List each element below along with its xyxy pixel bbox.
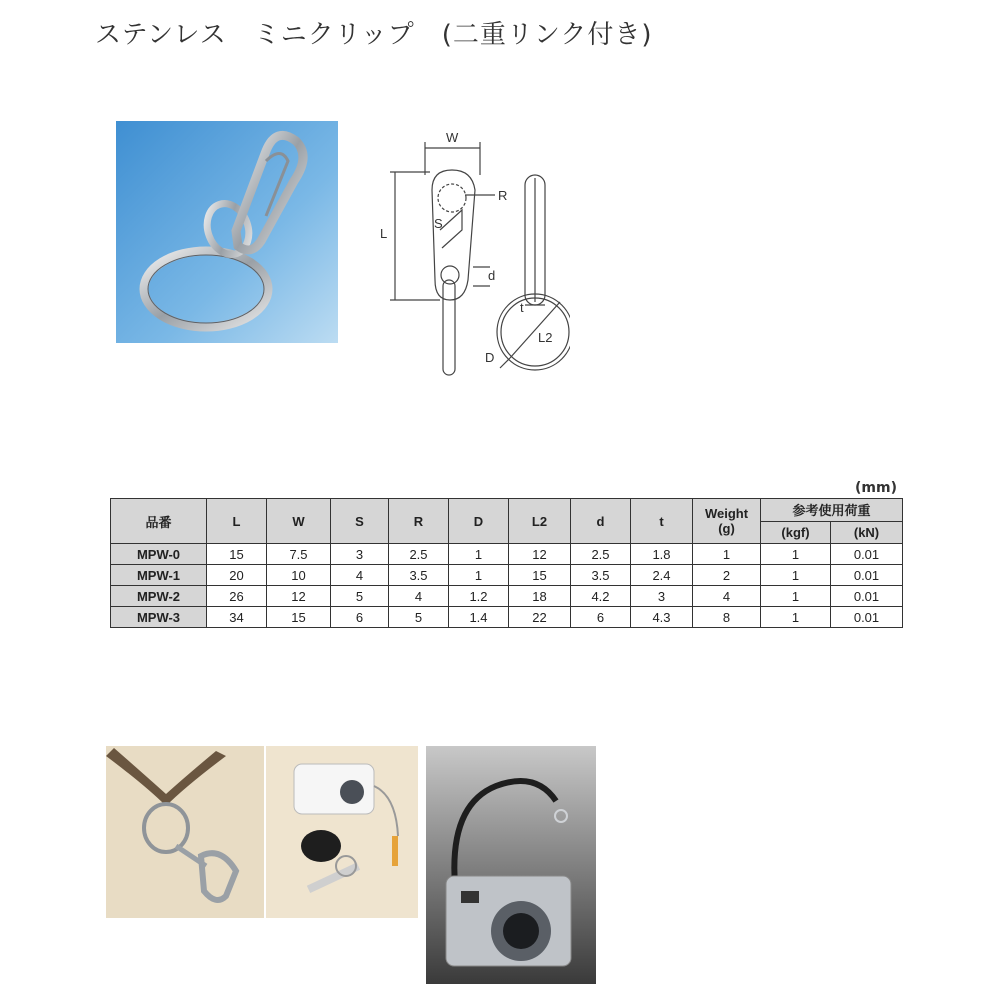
usage-photo-camera-strap xyxy=(426,746,596,984)
strap-with-clip-image xyxy=(106,746,264,918)
value-cell: 15 xyxy=(509,565,571,586)
value-cell: 12 xyxy=(267,586,331,607)
value-cell: 1 xyxy=(761,544,831,565)
page-title: ステンレス ミニクリップ (二重リンク付き) xyxy=(95,20,653,50)
value-cell: 2.5 xyxy=(389,544,449,565)
value-cell: 5 xyxy=(389,607,449,628)
value-cell: 1 xyxy=(693,544,761,565)
model-cell: MPW-1 xyxy=(111,565,207,586)
header-r: R xyxy=(389,499,449,544)
value-cell: 6 xyxy=(331,607,389,628)
header-s: S xyxy=(331,499,389,544)
value-cell: 18 xyxy=(509,586,571,607)
value-cell: 0.01 xyxy=(831,607,903,628)
value-cell: 0.01 xyxy=(831,586,903,607)
value-cell: 3.5 xyxy=(571,565,631,586)
value-cell: 0.01 xyxy=(831,544,903,565)
value-cell: 2 xyxy=(693,565,761,586)
value-cell: 3 xyxy=(631,586,693,607)
value-cell: 26 xyxy=(207,586,267,607)
header-t: t xyxy=(631,499,693,544)
clip-outline-drawing xyxy=(370,130,570,380)
value-cell: 0.01 xyxy=(831,565,903,586)
l2-label: L2 xyxy=(538,330,553,345)
value-cell: 5 xyxy=(331,586,389,607)
value-cell: 1.4 xyxy=(449,607,509,628)
header-weight xyxy=(693,499,761,544)
value-cell: 1 xyxy=(449,544,509,565)
weight-label: Weight xyxy=(704,506,749,521)
value-cell: 1 xyxy=(761,586,831,607)
s-label: S xyxy=(434,216,443,231)
value-cell: 15 xyxy=(267,607,331,628)
clip-with-ring-image xyxy=(116,121,338,343)
value-cell: 10 xyxy=(267,565,331,586)
table-row xyxy=(111,565,903,586)
table-row xyxy=(111,607,903,628)
value-cell: 6 xyxy=(571,607,631,628)
value-cell: 34 xyxy=(207,607,267,628)
value-cell: 22 xyxy=(509,607,571,628)
camera-and-key-image xyxy=(266,746,418,918)
model-cell: MPW-2 xyxy=(111,586,207,607)
d-big-label: D xyxy=(485,350,495,365)
value-cell: 2.5 xyxy=(571,544,631,565)
header-l: L xyxy=(207,499,267,544)
weight-unit: (g) xyxy=(718,521,735,536)
value-cell: 7.5 xyxy=(267,544,331,565)
l-label: L xyxy=(380,226,388,241)
r-label: R xyxy=(498,188,508,203)
w-label: W xyxy=(446,130,459,145)
t-label: t xyxy=(520,300,524,315)
table-row xyxy=(111,586,903,607)
spec-table xyxy=(110,498,903,628)
header-d: D xyxy=(449,499,509,544)
header-model: 品番 xyxy=(111,499,207,544)
value-cell: 20 xyxy=(207,565,267,586)
value-cell: 4 xyxy=(693,586,761,607)
usage-photo-strap xyxy=(106,746,264,918)
model-cell: MPW-3 xyxy=(111,607,207,628)
dimension-diagram xyxy=(370,130,570,380)
value-cell: 12 xyxy=(509,544,571,565)
value-cell: 4.3 xyxy=(631,607,693,628)
d-small-label: d xyxy=(488,268,496,283)
value-cell: 3.5 xyxy=(389,565,449,586)
header-kn: (kN) xyxy=(831,521,903,544)
value-cell: 1.8 xyxy=(631,544,693,565)
header-load: 参考使用荷重 xyxy=(761,499,903,522)
value-cell: 8 xyxy=(693,607,761,628)
value-cell: 2.4 xyxy=(631,565,693,586)
spec-rows xyxy=(111,544,903,628)
header-d-small: d xyxy=(571,499,631,544)
product-photo xyxy=(116,121,338,343)
value-cell: 15 xyxy=(207,544,267,565)
value-cell: 3 xyxy=(331,544,389,565)
table-row xyxy=(111,544,903,565)
unit-note: (mm) xyxy=(855,480,897,496)
value-cell: 1 xyxy=(761,607,831,628)
value-cell: 4.2 xyxy=(571,586,631,607)
header-w: W xyxy=(267,499,331,544)
header-kgf: (kgf) xyxy=(761,521,831,544)
usage-photo-camera-key xyxy=(266,746,418,918)
value-cell: 4 xyxy=(389,586,449,607)
value-cell: 1 xyxy=(449,565,509,586)
camera-with-strap-image xyxy=(426,746,596,984)
value-cell: 1.2 xyxy=(449,586,509,607)
value-cell: 1 xyxy=(761,565,831,586)
model-cell: MPW-0 xyxy=(111,544,207,565)
value-cell: 4 xyxy=(331,565,389,586)
header-l2: L2 xyxy=(509,499,571,544)
